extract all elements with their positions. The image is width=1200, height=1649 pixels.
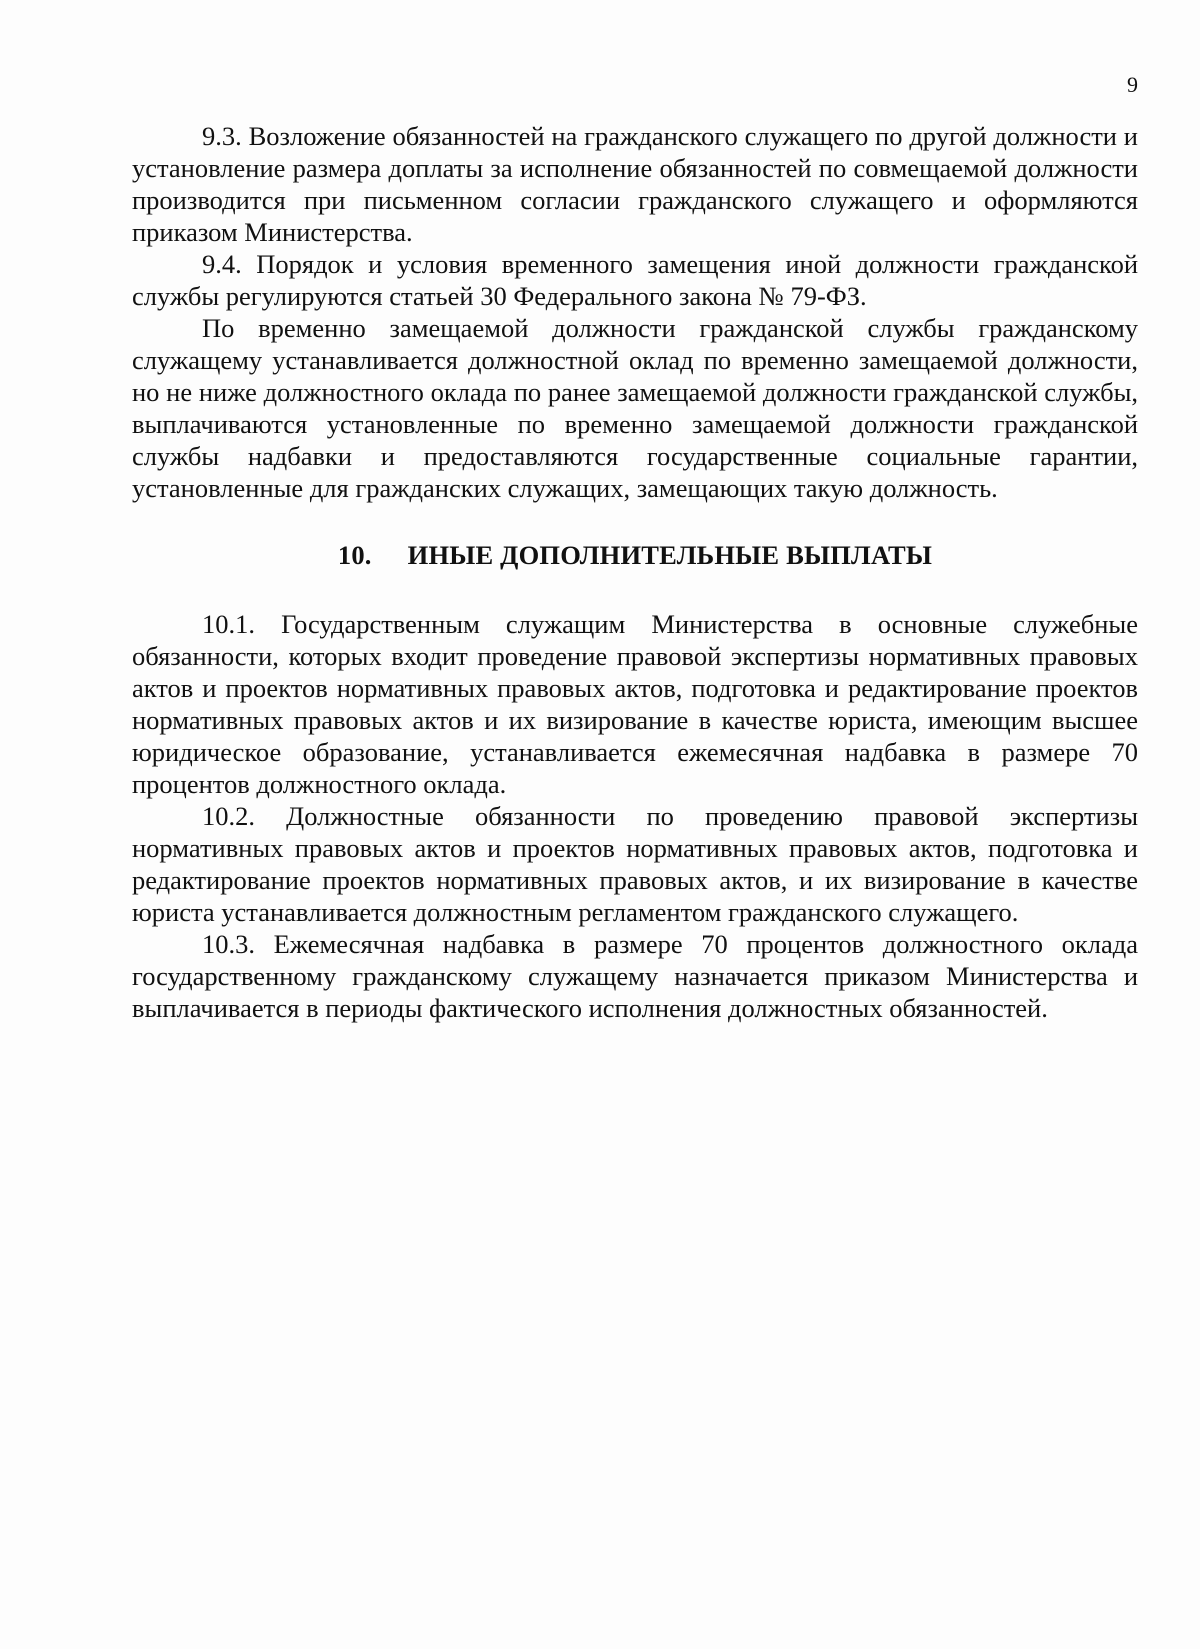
section-heading	[132, 539, 1138, 571]
paragraph-9-3: 9.3. Возложение обязанностей на гражданского служащего по другой должности и установление размера доплаты за исполнение обязанностей по совмещаемой должности производится при письменном согласии гражданского служащего и оформляются приказом Министерства.	[132, 121, 1138, 247]
document-body	[132, 120, 1138, 1024]
paragraph-10-3: 10.3. Ежемесячная надбавка в размере 70 процентов должностного оклада государственному гражданскому служащему назначается приказом Министерства и выплачивается в периоды фактического исполнения должностных обязанностей.	[132, 929, 1138, 1023]
section-title: ИНЫЕ ДОПОЛНИТЕЛЬНЫЕ ВЫПЛАТЫ	[407, 540, 933, 570]
paragraph-temporary-position: По временно замещаемой должности гражданской службы гражданскому служащему устанавливается должностной оклад по временно замещаемой должности, но не ниже должностного оклада по ранее замещаемой должности гражданской службы, выплачиваются установленные по временно замещаемой должности гражданской службы надбавки и предоставляются государственные социальные гарантии, установленные для гражданских служащих, замещающих такую должность.	[132, 313, 1138, 503]
page-number: 9	[1127, 72, 1138, 97]
paragraph-10-1: 10.1. Государственным служащим Министерства в основные служебные обязанности, которых входит проведение правовой экспертизы нормативных правовых актов и проектов нормативных правовых актов, подготовка и редактирование проектов нормативных правовых актов и их визирование в качестве юриста, имеющим высшее юридическое образование, устанавливается ежемесячная надбавка в размере 70 процентов должностного оклада.	[132, 609, 1138, 799]
paragraph-9-4: 9.4. Порядок и условия временного замещения иной должности гражданской службы регулируются статьей 30 Федерального закона № 79-ФЗ.	[132, 249, 1138, 311]
section-number: 10.	[337, 540, 372, 570]
paragraph-10-2: 10.2. Должностные обязанности по проведению правовой экспертизы нормативных правовых актов и проектов нормативных правовых актов, подготовка и редактирование проектов нормативных правовых актов, и их визирование в качестве юриста устанавливается должностным регламентом гражданского служащего.	[132, 801, 1138, 927]
